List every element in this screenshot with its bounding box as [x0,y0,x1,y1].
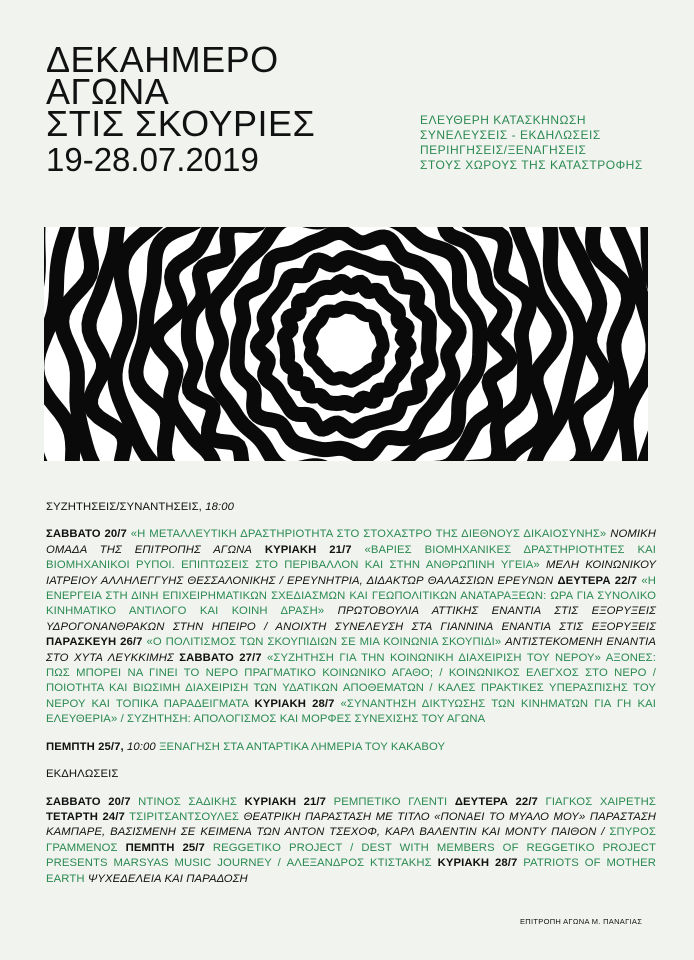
organizer-credit: ΕΠΙΤΡΟΠΗ ΑΓΩΝΑ Μ. ΠΑΝΑΓΙΑΣ [520,917,643,926]
discussions-time: 18:00 [205,501,234,513]
discussions-heading [46,500,656,515]
tagline-line-2: ΣΥΝΕΛΕΥΣΕΙΣ - ΕΚΔΗΛΩΣΕΙΣ [420,128,601,142]
event-act: ΤΣΙΡΙΤΣΑΝΤΣΟΥΛΕΣ [129,810,240,823]
title-line-1: ΔΕΚΑΗΜΕΡΟ [46,39,279,80]
discussion-day: ΚΥΡΙΑΚΗ 21/7 [264,543,352,556]
title-line-2: ΑΓΩΝΑ [46,71,170,112]
event-act: ΝΤΙΝΟΣ ΣΑΔΙΚΗΣ [138,795,237,808]
tagline [420,113,643,173]
event-act: REGGETIKO PROJECT / DEST WITH MEMBERS OF REGGETIKO PROJECT PRESENTS MARSYAS MUSIC JOURNEY / ΑΛΕΞΑΝΔΡΟΣ ΚΤΙΣΤΑΚΗΣ [46,841,656,870]
discussion-topic: «ΣΥΖΗΤΗΣΗ ΓΙΑ ΤΗΝ ΚΟΙΝΩΝΙΚΗ ΔΙΑΧΕΙΡΙΣΗ ΤΟΥ ΝΕΡΟΥ» ΑΞΟΝΕΣ: ΠΩΣ ΜΠΟΡΕΙ ΝΑ ΓΙΝΕΙ ΤΟ ΝΕΡΟ ΠΡΑΓΜΑΤΙΚΟ ΚΟΙΝΩΝΙΚΟ ΑΓΑΘΟ; / ΚΟΙΝΩΝΙΚΟΣ ΕΛΕΓΧΟΣ ΣΤΟ ΝΕΡΟ / ΠΟΙΟΤΗΤΑ ΚΑΙ ΒΙΩΣΙΜΗ ΔΙΑΧΕΙΡΙΣΗ ΤΩΝ ΥΔΑΤΙΚΩΝ ΑΠΟΘΕΜΑΤΩΝ / ΚΑΛΕΣ ΠΡΑΚΤΙΚΕΣ ΥΠΕΡΑΣΠΙΣΗΣ ΤΟΥ ΝΕΡΟΥ ΚΑΙ ΤΟΠΙΚΑ ΠΑΡΑΔΕΙΓΜΑΤΑ [46,651,656,710]
tour-text: ΞΕΝΑΓΗΣΗ ΣΤΑ ΑΝΤΑΡΤΙΚΑ ΛΗΜΕΡΙΑ ΤΟΥ ΚΑΚΑΒΟΥ [159,740,446,753]
tour-line [46,740,656,755]
title-dates: 19-28.07.2019 [46,141,259,178]
events-heading [46,767,656,782]
event-day: ΠΕΜΠΤΗ 25/7 [125,841,205,854]
discussion-speakers: ΠΡΩΤΟΒΟΥΛΙΑ ΑΤΤΙΚΗΣ ΕΝΑΝΤΙΑ ΣΤΙΣ ΕΞΟΡΥΞΕΙΣ ΥΔΡΟΓΟΝΑΝΘΡΑΚΩΝ ΣΤΗΝ ΗΠΕΙΡΟ / ΑΝΟΙΧΤΗ ΣΥΝΕΛΕΥΣΗ ΣΤΑ ΓΙΑΝΝΙΝΑ ΕΝΑΝΤΙΑ ΣΤΙΣ ΕΞΟΡΥΞΕΙΣ [46,605,657,633]
tagline-line-3: ΠΕΡΙΗΓΗΣΕΙΣ/ΞΕΝΑΓΗΣΕΙΣ [420,143,587,157]
event-act: ΡΕΜΠΕΤΙΚΟ ΓΛΕΝΤΙ [333,795,448,808]
event-act: PATRIOTS OF MOTHER EARTH [46,857,656,885]
title-line-3: ΣΤΙΣ ΣΚΟΥΡΙΕΣ [46,103,316,144]
event-day: ΣΑΒΒΑΤΟ 20/7 [46,795,131,808]
event-act: ΣΠΥΡΟΣ ΓΡΑΜΜΕΝΟΣ [46,826,656,854]
discussion-speakers: ΜΕΛΗ ΚΟΙΝΩΝΙΚΟΥ ΙΑΤΡΕΙΟΥ ΑΛΛΗΛΕΓΓΥΗΣ ΘΕΣΣΑΛΟΝΙΚΗΣ / ΕΡΕΥΝΗΤΡΙΑ, ΔΙΔΑΚΤΩΡ ΘΑΛΑΣΣΙΩΝ ΕΡΕΥΝΩΝ [46,559,656,587]
event-day: ΚΥΡΙΑΚΗ 28/7 [437,857,518,870]
event-note: ΨΥΧΕΔΕΛΕΙΑ ΚΑΙ ΠΑΡΑΔΟΣΗ [87,872,248,885]
discussion-day: ΠΑΡΑΣΚΕΥΗ 26/7 [46,636,143,649]
poster-title [46,39,316,178]
discussion-topic: «Η ΕΝΕΡΓΕΙΑ ΣΤΗ ΔΙΝΗ ΕΠΙΧΕΙΡΗΜΑΤΙΚΩΝ ΣΧΕΔΙΑΣΜΩΝ ΚΑΙ ΓΕΩΠΟΛΙΤΙΚΩΝ ΑΝΑΤΑΡΑΞΕΩΝ: ΩΡΑ ΓΙΑ ΣΥΝΟΛΙΚΟ ΚΙΝΗΜΑΤΙΚΟ ΑΝΤΙΛΟΓΟ ΚΑΙ ΚΟΙΝΗ ΔΡΑΣΗ» [46,574,656,618]
discussion-day: ΚΥΡΙΑΚΗ 28/7 [254,697,335,710]
discussion-speakers: ΑΝΤΙΣΤΕΚΟΜΕΝΗ ΕΝΑΝΤΙΑ ΣΤΟ ΧΥΤΑ ΛΕΥΚΚΙΜΗΣ [46,636,656,664]
discussion-topic: «Ο ΠΟΛΙΤΙΣΜΟΣ ΤΩΝ ΣΚΟΥΠΙΔΙΩΝ ΣΕ ΜΙΑ ΚΟΙΝΩΝΙΑ ΣΚΟΥΠΙΔΙ» [146,636,502,649]
event-day: ΚΥΡΙΑΚΗ 21/7 [244,795,327,808]
event-day: ΤΕΤΑΡΤΗ 24/7 [46,810,125,823]
discussions-list [46,527,656,727]
discussion-topic: «ΒΑΡΙΕΣ ΒΙΟΜΗΧΑΝΙΚΕΣ ΔΡΑΣΤΗΡΙΟΤΗΤΕΣ ΚΑΙ ΒΙΟΜΗΧΑΝΙΚΟΙ ΡΥΠΟΙ. ΕΠΙΠΤΩΣΕΙΣ ΣΤΟ ΠΕΡΙΒΑΛΛΟΝ ΚΑΙ ΣΤΗΝ ΑΝΘΡΩΠΙΝΗ ΥΓΕΙΑ» [46,543,656,572]
discussion-topic: «Η ΜΕΤΑΛΛΕΥΤΙΚΗ ΔΡΑΣΤΗΡΙΟΤΗΤΑ ΣΤΟ ΣΤΟΧΑΣΤΡΟ ΤΗΣ ΔΙΕΘΝΟΥΣ ΔΙΚΑΙΟΣΥΝΗΣ» [130,528,607,541]
discussions-heading-text: ΣΥΖΗΤΗΣΕΙΣ/ΣΥΝΑΝΤΗΣΕΙΣ, [46,501,202,513]
tour-time: 10:00 [127,740,156,753]
program-body [46,500,656,899]
discussion-day: ΔΕΥΤΕΡΑ 22/7 [557,574,638,587]
discussion-day: ΣΑΒΒΑΤΟ 27/7 [179,651,262,664]
events-heading-text: ΕΚΔΗΛΩΣΕΙΣ [46,768,119,781]
tagline-line-4: ΣΤΟΥΣ ΧΩΡΟΥΣ ΤΗΣ ΚΑΤΑΣΤΡΟΦΗΣ [420,158,643,172]
concentric-rings-artwork [44,227,648,461]
rings-graphic [44,227,648,461]
discussion-speakers: ΝΟΜΙΚΗ ΟΜΑΔΑ ΤΗΣ ΕΠΙΤΡΟΠΗΣ ΑΓΩΝΑ [46,528,656,556]
tour-day: ΠΕΜΠΤΗ 25/7, [46,740,124,753]
events-list [46,795,656,887]
event-act: ΓΙΑΓΚΟΣ ΧΑΙΡΕΤΗΣ [545,795,656,808]
event-note: ΘΕΑΤΡΙΚΗ ΠΑΡΑΣΤΑΣΗ ΜΕ ΤΙΤΛΟ «ΠΟΝΑΕΙ ΤΟ ΜΥΑΛΟ ΜΟΥ» ΠΑΡΑΣΤΑΣΗ ΚΑΜΠΑΡΕ, ΒΑΣΙΣΜΕΝΗ ΣΕ ΚΕΙΜΕΝΑ ΤΩΝ ΑΝΤΟΝ ΤΣΕΧΟΦ, ΚΑΡΛ ΒΑΛΕΝΤΙΝ ΚΑΙ ΜΟΝΤΥ ΠΑΙΘΟΝ / [46,810,656,839]
discussion-topic: «ΣΥΝΑΝΤΗΣΗ ΔΙΚΤΥΩΣΗΣ ΤΩΝ ΚΙΝΗΜΑΤΩΝ ΓΙΑ ΓΗ ΚΑΙ ΕΛΕΥΘΕΡΙΑ» / ΣΥΖΗΤΗΣΗ: ΑΠΟΛΟΓΙΣΜΟΣ ΚΑΙ ΜΟΡΦΕΣ ΣΥΝΕΧΙΣΗΣ ΤΟΥ ΑΓΩΝΑ [46,697,656,726]
event-day: ΔΕΥΤΕΡΑ 22/7 [454,795,538,808]
discussion-day: ΣΑΒΒΑΤΟ 20/7 [46,528,127,541]
tagline-line-1: ΕΛΕΥΘΕΡΗ ΚΑΤΑΣΚΗΝΩΣΗ [420,113,587,127]
